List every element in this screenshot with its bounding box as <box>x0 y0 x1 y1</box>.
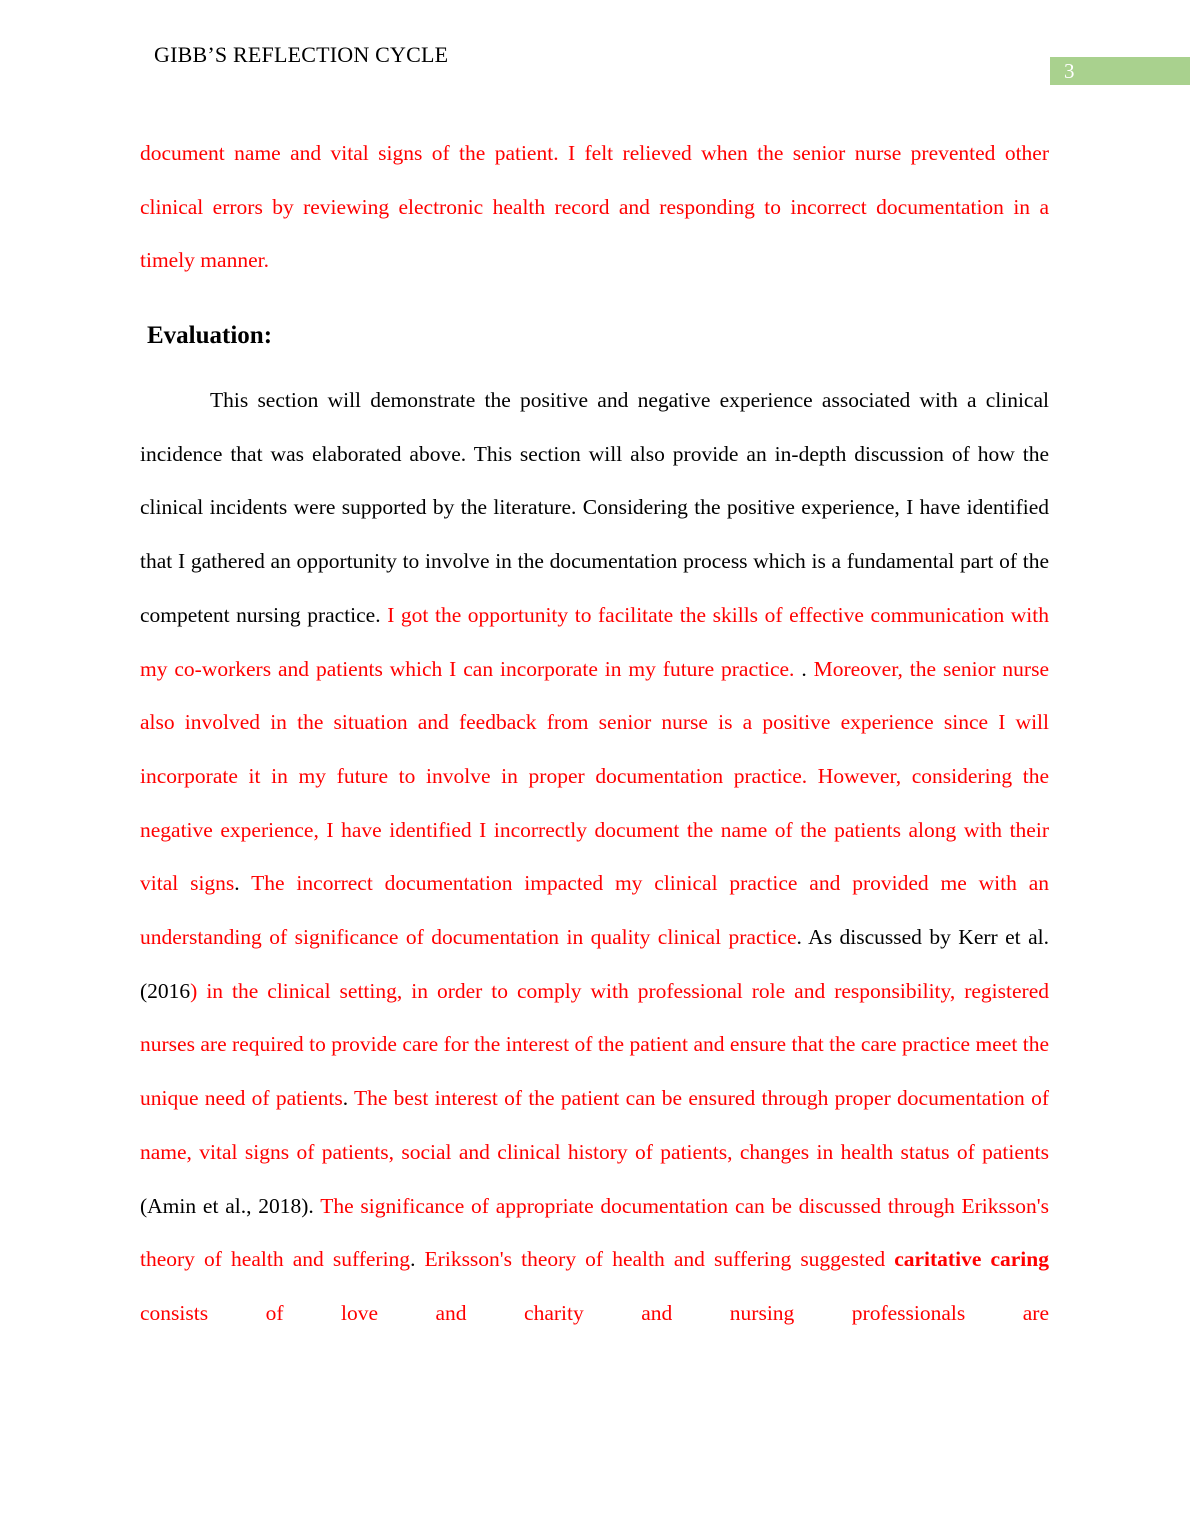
text-run-highlight: consists of love and charity and nursing professionals are <box>140 1300 1049 1325</box>
text-run-highlight: I got the opportunity to facilitate the skills of effective communication with my co-workers and patients which I can incorporate in my future practice. <box>140 602 1050 681</box>
text-run: This section will demonstrate the positive and negative experience associated with a clinical incidence that was elaborated above. This section will also provide an in-depth discussion of how the clinical incidents were supported by the literature. Considering the positive experience, I have identified that I gathered an opportunity to involve in the documentation process which is a fundamental part of the competent nursing practice. <box>140 388 1049 627</box>
text-run-highlight: The best interest of the patient can be ensured through proper documentation of name, vital signs of patients, social and clinical history of patients, changes in health status of patients <box>140 1086 1049 1164</box>
text-run-highlight: The incorrect documentation impacted my clinical practice and provided me with an understanding of significance of documentation in quality clinical practice <box>140 871 1049 950</box>
text-run: . <box>794 656 814 681</box>
text-run-highlight: Eriksson's theory of health and suffering suggested <box>424 1247 895 1272</box>
section-heading-evaluation: Evaluation: <box>147 322 273 349</box>
text-run: . <box>410 1247 425 1272</box>
text-run-citation: (Amin et al., 2018). <box>140 1193 321 1218</box>
text-run-highlight: ) in the clinical setting, in order to comply with professional role and responsibility, registered nurses are required to provide care for the interest of the patient and ensure that the care practice meet the unique need of patients <box>140 978 1049 1111</box>
bold-term-caritative-caring: caritative caring <box>894 1247 1049 1272</box>
text-run-citation: . As discussed by Kerr et al. (2016 <box>140 925 1049 1003</box>
paragraph-continuation: document name and vital signs of the patient. I felt relieved when the senior nurse prevented other clinical errors by reviewing electronic health record and responding to incorrect documentation in a timely manner. <box>140 141 1049 273</box>
text-run-highlight: Moreover, the senior nurse also involved in the situation and feedback from senior nurse is a positive experience since I will incorporate it in my future to involve in proper documentation practice. However, considering the negative experience, I have identified I incorrectly document the name of the patients along with their vital signs <box>140 656 1049 896</box>
paragraph-evaluation <box>140 374 1049 1341</box>
running-head: GIBB’S REFLECTION CYCLE <box>154 42 449 67</box>
text-run-highlight: The significance of appropriate documentation can be discussed through Eriksson's theory of health and suffering <box>140 1193 1049 1272</box>
page-number: 3 <box>1050 57 1190 85</box>
text-run: . <box>342 1086 354 1111</box>
text-run: . <box>234 871 252 896</box>
